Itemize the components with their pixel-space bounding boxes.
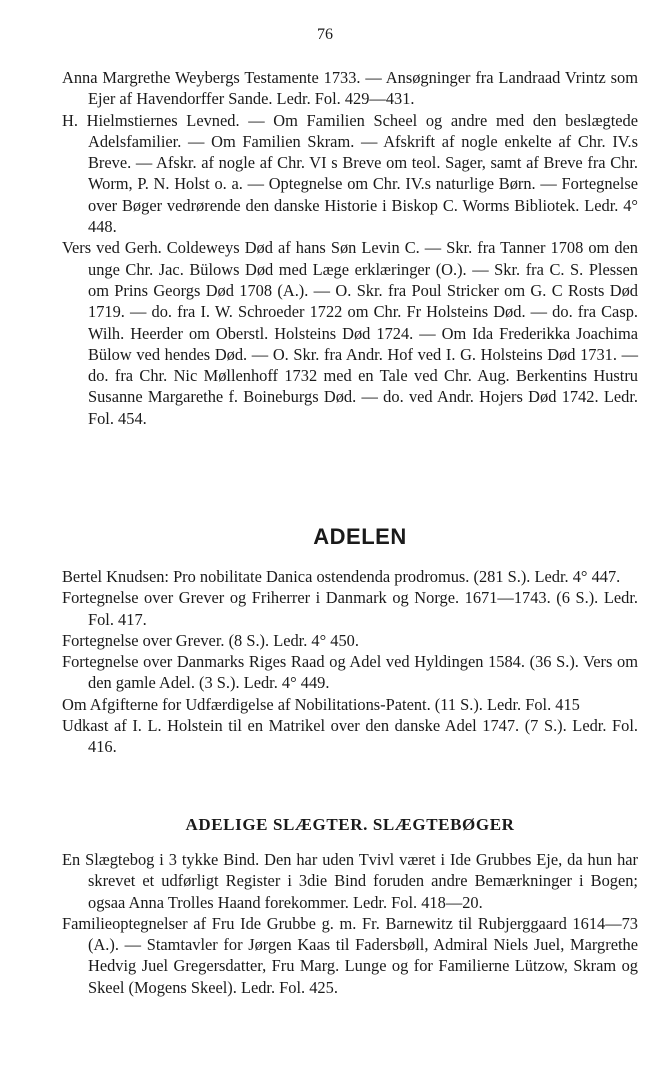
entry-afgifterne: Om Afgifterne for Udfærdigelse af Nobilitations-Patent. (11 S.). Ledr. Fol. 415 [62, 694, 580, 714]
section-heading-adelige-slaegter: ADELIGE SLÆGTER. SLÆGTEBØGER [185, 815, 515, 834]
slaegter-section [62, 849, 638, 998]
adelen-section [62, 566, 638, 758]
entry-hielmstiernes-levned: H. Hielmstiernes Levned. — Om Familien Scheel og andre med den beslægtede Adelsfamilier. — Om Familien Skram. — Afskrift af nogle enkelte af Chr. IV.s Breve. — Afskr. af nogle af Chr. VI s Breve om teol. Sager, samt af Breve fra Chr. Worm, P. N. Holst o. a. — Optegnelse om Chr. IV.s naturlige Børn. — Fortegnelse over Bøger vedrørende den danske Historie i Biskop C. Worms Bibliotek. Ledr. 4° 448. [62, 110, 638, 237]
entry-riges-raad: Fortegnelse over Danmarks Riges Raad og Adel ved Hyldingen 1584. (36 S.). Vers om den gamle Adel. (3 S.). Ledr. 4° 449. [62, 652, 638, 693]
entry-familieoptegnelser: Familieoptegnelser af Fru Ide Grubbe g. m. Fr. Barnewitz til Rubjerggaard 1614—73 (A.). — Stamtavler for Jørgen Kaas til Fadersbøll, Admiral Niels Juel, Margrethe Hedvig Juel Gregersdatter, Fru Marg. Lunge og for Familierne Lützow, Skram og Skeel (Mogens Skeel). Ledr. Fol. 425. [62, 913, 638, 997]
page-number: 76 [317, 26, 333, 43]
entry-grever: Fortegnelse over Grever. (8 S.). Ledr. 4° 450. [62, 630, 359, 650]
entry-slaegtebog: En Slægtebog i 3 tykke Bind. Den har uden Tvivl været i Ide Grubbes Eje, da hun har skrevet et udførligt Register i 3die Bind foruden andre Bemærkninger i Bogen; ogsaa Anna Trolles Haand forekommer. Ledr. Fol. 418—20. [62, 850, 638, 912]
entry-udkast-matrikel: Udkast af I. L. Holstein til en Matrikel over den danske Adel 1747. (7 S.). Ledr. Fol. 416. [62, 716, 638, 757]
entry-weybergs-testamente: Anna Margrethe Weybergs Testamente 1733. — Ansøgninger fra Landraad Vrintz som Ejer af Havendorffer Sande. Ledr. Fol. 429—431. [62, 68, 638, 109]
entry-vers-coldeweys: Vers ved Gerh. Coldeweys Død af hans Søn Levin C. — Skr. fra Tanner 1708 om den unge Chr. Jac. Bülows Død med Læge erklæringer (O.). — Skr. fra C. S. Plessen om Prins Georgs Død 1708 (A.). — O. Skr. fra Poul Stricker om G. C Rosts Død 1719. — do. fra I. W. Schroeder 1722 om Chr. Fr Holsteins Død. — do. fra Casp. Wilh. Heerder om Oberstl. Holsteins Død 1724. — Om Ida Frederikka Joachima Bülow ved hendes Død. — O. Skr. fra Andr. Hof ved I. G. Holsteins Død 1731. — do. fra Chr. Nic Møllenhoff 1732 med en Tale ved Chr. Aug. Berkentins Hustru Susanne Margarethe f. Boineburgs Død. — do. ved Andr. Hojers Død 1742. Ledr. Fol. 454. [62, 238, 638, 428]
section-heading-adelen: ADELEN [313, 524, 407, 549]
archive-entries-section [62, 67, 638, 429]
entry-knudsen-prodromus: Bertel Knudsen: Pro nobilitate Danica ostendenda prodromus. (281 S.). Ledr. 4° 447. [62, 567, 621, 586]
entry-grever-friherrer: Fortegnelse over Grever og Friherrer i Danmark og Norge. 1671—1743. (6 S.). Ledr. Fol. 417. [62, 588, 638, 629]
